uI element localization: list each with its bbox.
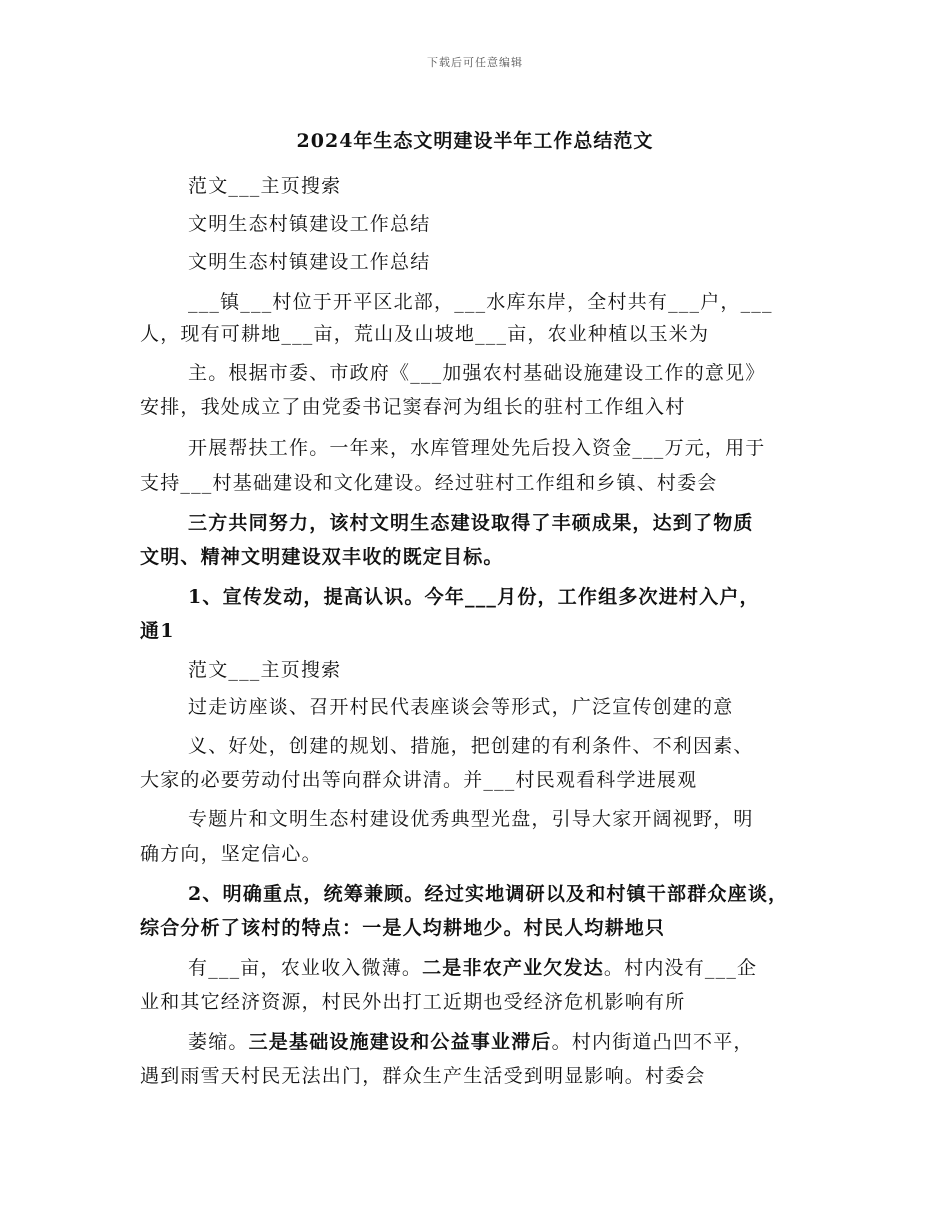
paragraph-line: 支持___村基础建设和文化建设。经过驻村工作组和乡镇、村委会 [140,472,718,494]
paragraph-line: 义、好处，创建的规划、措施，把创建的有利条件、不利因素、 [188,735,754,757]
paragraph-line: 专题片和文明生态村建设优秀典型光盘，引导大家开阔视野，明 [188,808,754,830]
paragraph-line: 文明生态村镇建设工作总结 [188,251,431,273]
paragraph-line: 确方向，坚定信心。 [140,843,322,865]
paragraph-line: 人，现有可耕地___亩，荒山及山坡地___亩，农业种植以玉米为 [140,323,710,345]
text-run: 萎缩。 [188,1031,249,1053]
bold-text-run: 三是基础设施建设和公益事业滞后 [248,1031,552,1053]
paragraph-line: 过走访座谈、召开村民代表座谈会等形式，广泛宣传创建的意 [188,696,734,718]
paragraph-line [188,1029,828,1055]
bold-paragraph-line: 三方共同努力，该村文明生态建设取得了丰硕成果，达到了物质 [188,512,754,534]
paragraph-line: 范文___主页搜索 [188,175,342,197]
paragraph-line: 主。根据市委、市政府《___加强农村基础设施建设工作的意见》 [188,362,766,384]
paragraph-line: 文明生态村镇建设工作总结 [188,213,431,235]
text-run: 。村内没有___企 [603,957,758,979]
paragraph-line: 范文___主页搜索 [188,659,342,681]
bold-section-heading: 1、宣传发动，提高认识。今年___月份，工作组多次进村入户， [188,586,760,608]
bold-paragraph-line: 综合分析了该村的特点：一是人均耕地少。村民人均耕地只 [140,917,666,939]
document-title: 2024年生态文明建设半年工作总结范文 [296,130,654,152]
paragraph-line: 遇到雨雪天村民无法出门，群众生产生活受到明显影响。村委会 [140,1065,706,1087]
bold-section-heading: 2、明确重点，统筹兼顾。经过实地调研以及和村镇干部群众座谈， [188,883,789,905]
paragraph-line: 大家的必要劳动付出等向群众讲清。并___村民观看科学进展观 [140,769,698,791]
bold-paragraph-line: 文明、精神文明建设双丰收的既定目标。 [140,546,504,568]
paragraph-line: 业和其它经济资源，村民外出打工近期也受经济危机影响有所 [140,991,686,1013]
page-header: 下载后可任意编辑 [427,56,523,69]
paragraph-line: 开展帮扶工作。一年来，水库管理处先后投入资金___万元，用于 [188,437,766,459]
bold-paragraph-line: 通1 [140,620,175,642]
bold-text-run: 二是非农产业欠发达 [422,957,604,979]
paragraph-line: 安排，我处成立了由党委书记窦春河为组长的驻村工作组入村 [140,396,686,418]
text-run: 有___亩，农业收入微薄。 [188,957,423,979]
paragraph-line [188,955,828,981]
text-run: 。村内街道凸凹不平， [551,1031,754,1053]
paragraph-line: ___镇___村位于开平区北部，___水库东岸，全村共有___户，___ [188,291,773,313]
